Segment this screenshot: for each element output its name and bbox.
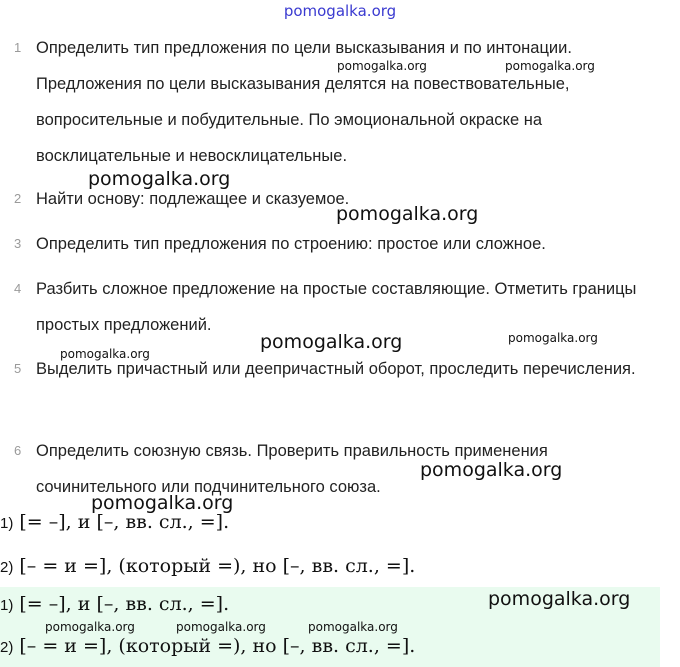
- site-watermark-top: pomogalka.org: [283, 2, 397, 20]
- watermark: pomogalka.org: [508, 331, 598, 345]
- scheme-label: 1): [0, 515, 14, 532]
- scheme-2: [0, 555, 415, 577]
- step-text: Выделить причастный или деепричастный оборот, проследить перечисления.: [36, 360, 636, 378]
- watermark: pomogalka.org: [260, 331, 403, 353]
- step-number: 2: [14, 191, 22, 206]
- step-number: 4: [14, 281, 22, 296]
- watermark: pomogalka.org: [488, 588, 631, 610]
- scheme-formula: [= –], и [–, вв. сл., =].: [19, 511, 230, 533]
- watermark: pomogalka.org: [88, 168, 231, 190]
- watermark: pomogalka.org: [308, 620, 398, 634]
- watermark: pomogalka.org: [336, 203, 479, 225]
- scheme-formula: [= –], и [–, вв. сл., =].: [19, 593, 230, 615]
- answer-scheme-1: [0, 593, 229, 615]
- scheme-label: 1): [0, 597, 14, 614]
- step-text: Определить тип предложения по строению: простое или сложное.: [36, 235, 546, 253]
- step-text: Разбить сложное предложение на простые составляющие. Отметить границы простых предложений.: [36, 280, 637, 334]
- watermark: pomogalka.org: [505, 59, 595, 73]
- step-number: 3: [14, 236, 22, 251]
- watermark: pomogalka.org: [176, 620, 266, 634]
- watermark: pomogalka.org: [91, 492, 234, 514]
- scheme-formula: [– = и =], (который =), но [–, вв. сл., =].: [19, 635, 416, 657]
- step-number: 1: [14, 40, 22, 55]
- scheme-formula: [– = и =], (который =), но [–, вв. сл., =].: [19, 555, 416, 577]
- scheme-label: 2): [0, 559, 14, 576]
- step-text: Определить тип предложения по цели высказывания и по интонации. Предложения по цели высказывания делятся на повествовательные, вопросительные и побудительные. По эмоциональной окраске на восклицательные и невосклицательные.: [36, 39, 572, 165]
- watermark: pomogalka.org: [337, 59, 427, 73]
- step-number: 5: [14, 361, 22, 376]
- scheme-1: [0, 511, 229, 533]
- step-text: Найти основу: подлежащее и сказуемое.: [36, 190, 350, 208]
- answer-scheme-2: [0, 635, 415, 657]
- step-text: Определить союзную связь. Проверить правильность применения сочинительного или подчинительного союза.: [36, 442, 548, 496]
- watermark: pomogalka.org: [60, 347, 150, 361]
- step-number: 6: [14, 443, 22, 458]
- watermark: pomogalka.org: [45, 620, 135, 634]
- scheme-label: 2): [0, 639, 14, 656]
- watermark: pomogalka.org: [420, 459, 563, 481]
